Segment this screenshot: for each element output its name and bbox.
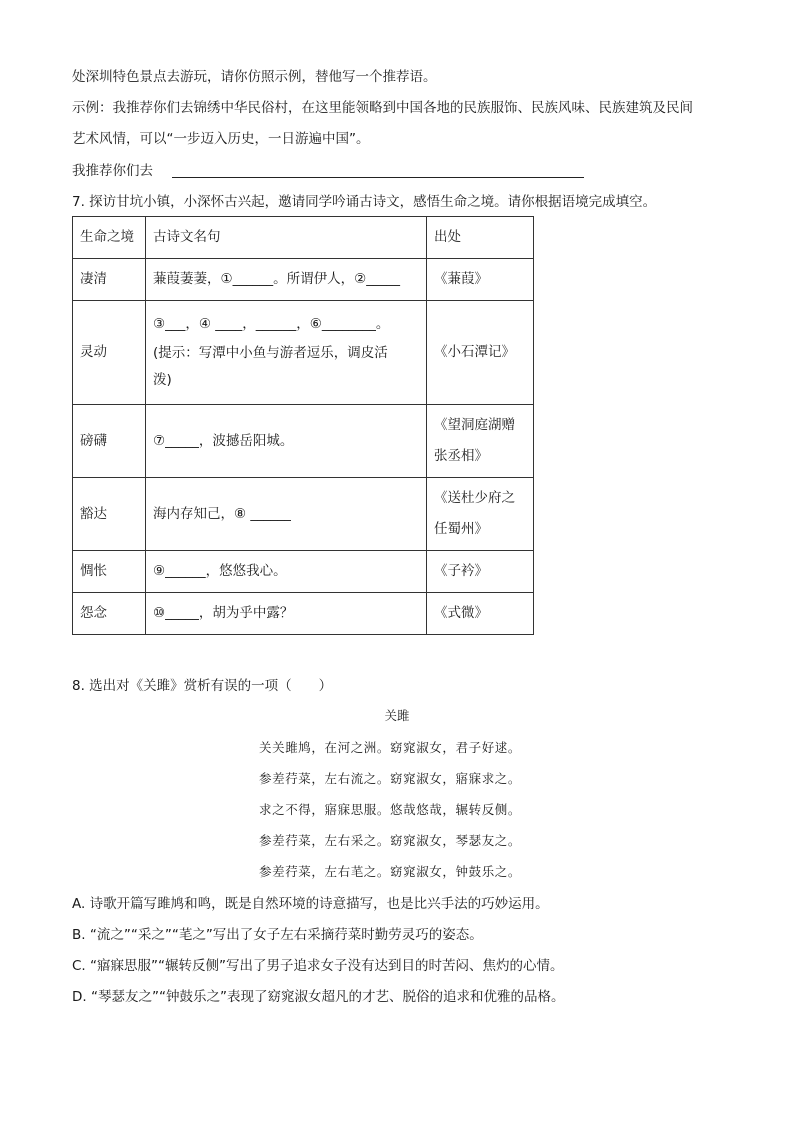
source-cell: [427, 478, 534, 551]
line-text: ⑩_____，胡为乎中露？: [153, 605, 294, 621]
line-cell[interactable]: [146, 301, 427, 405]
poem-title: 关雎: [384, 708, 410, 723]
poem-line: 关关雎鸠，在河之洲。窈窕淑女，君子好逑。: [259, 740, 522, 755]
realm-cell: 灵动: [73, 301, 146, 405]
realm-cell: 凄清: [73, 259, 146, 301]
poem-line: 参差荇菜，左右芼之。窈窕淑女，钟鼓乐之。: [259, 864, 522, 879]
poem-line: 参差荇菜，左右采之。窈窕淑女，琴瑟友之。: [259, 833, 522, 848]
source-cell: [427, 551, 534, 593]
header-source: 出处: [427, 217, 534, 259]
source-cell: [427, 593, 534, 635]
option-c[interactable]: C. “寤寐思服”“辗转反侧”写出了男子追求女子没有达到目的时苦闷、焦灼的心情。: [72, 958, 564, 974]
q7-prompt: 7. 探访甘坑小镇，小深怀古兴起，邀请同学吟诵古诗文，感悟生命之境。请你根据语境完成填空。: [72, 194, 657, 210]
example-line-2: 艺术风情，可以“一步迈入历史，一日游遍中国”。: [72, 131, 370, 147]
line-text: 蒹葭萋萋，①______。所谓伊人，②_____: [153, 271, 400, 287]
answer-prompt: 我推荐你们去: [72, 163, 153, 179]
source-text: 《蒹葭》: [434, 271, 488, 287]
source-text: 《望洞庭湖赠: [434, 417, 515, 433]
source-text: 《式微》: [434, 605, 488, 621]
header-line: 古诗文名句: [146, 217, 427, 259]
table-row: [73, 593, 534, 635]
source-cell: [427, 259, 534, 301]
answer-blank[interactable]: [172, 177, 584, 178]
hint-text: (提示：写潭中小鱼与游者逗乐，调皮活: [153, 345, 388, 361]
header-realm: 生命之境: [73, 217, 146, 259]
table-row: [73, 301, 534, 405]
realm-cell: 磅礴: [73, 405, 146, 478]
source-text: 《送杜少府之: [434, 490, 515, 506]
line-cell[interactable]: [146, 405, 427, 478]
source-text: 《子衿》: [434, 563, 488, 579]
poetry-table: [72, 216, 534, 635]
table-row: [73, 259, 534, 301]
option-d[interactable]: D. “琴瑟友之”“钟鼓乐之”表现了窈窕淑女超凡的才艺、脱俗的追求和优雅的品格。: [72, 989, 565, 1005]
line-cell[interactable]: [146, 593, 427, 635]
source-text: 张丞相》: [434, 448, 488, 464]
realm-cell: 惆怅: [73, 551, 146, 593]
line-text: ⑦_____，波撼岳阳城。: [153, 432, 294, 449]
option-b[interactable]: B. “流之”“采之”“芼之”写出了女子左右采摘荇菜时勤劳灵巧的姿态。: [72, 927, 483, 943]
source-cell: [427, 405, 534, 478]
line-cell[interactable]: [146, 551, 427, 593]
source-text: 《小石潭记》: [434, 344, 515, 360]
table-row: [73, 551, 534, 593]
example-line-1: 示例：我推荐你们去锦绣中华民俗村，在这里能领略到中国各地的民族服饰、民族风味、民族建筑及民间: [72, 100, 693, 116]
source-cell: [427, 301, 534, 405]
line-cell[interactable]: [146, 478, 427, 551]
realm-cell: 怨念: [73, 593, 146, 635]
table-header-row: [73, 217, 534, 259]
intro-line: 处深圳特色景点去游玩，请你仿照示例，替他写一个推荐语。: [72, 69, 437, 85]
line-text: 海内存知己，⑧ ______: [153, 505, 291, 522]
q8-prompt: 8. 选出对《关雎》赏析有误的一项（ ）: [72, 678, 333, 694]
option-a[interactable]: A. 诗歌开篇写雎鸠和鸣，既是自然环境的诗意描写，也是比兴手法的巧妙运用。: [72, 896, 549, 912]
source-text: 任蜀州》: [434, 521, 488, 537]
line-text: ⑨______，悠悠我心。: [153, 563, 287, 579]
poem-line: 求之不得，寤寐思服。悠哉悠哉，辗转反侧。: [259, 802, 522, 817]
hint-text: 泼): [153, 372, 172, 388]
table-row: [73, 405, 534, 478]
realm-cell: 豁达: [73, 478, 146, 551]
line-cell[interactable]: [146, 259, 427, 301]
line-text: ③___，④ ____，______，⑥________。: [153, 316, 390, 332]
poem-line: 参差荇菜，左右流之。窈窕淑女，寤寐求之。: [259, 771, 522, 786]
table-row: [73, 478, 534, 551]
